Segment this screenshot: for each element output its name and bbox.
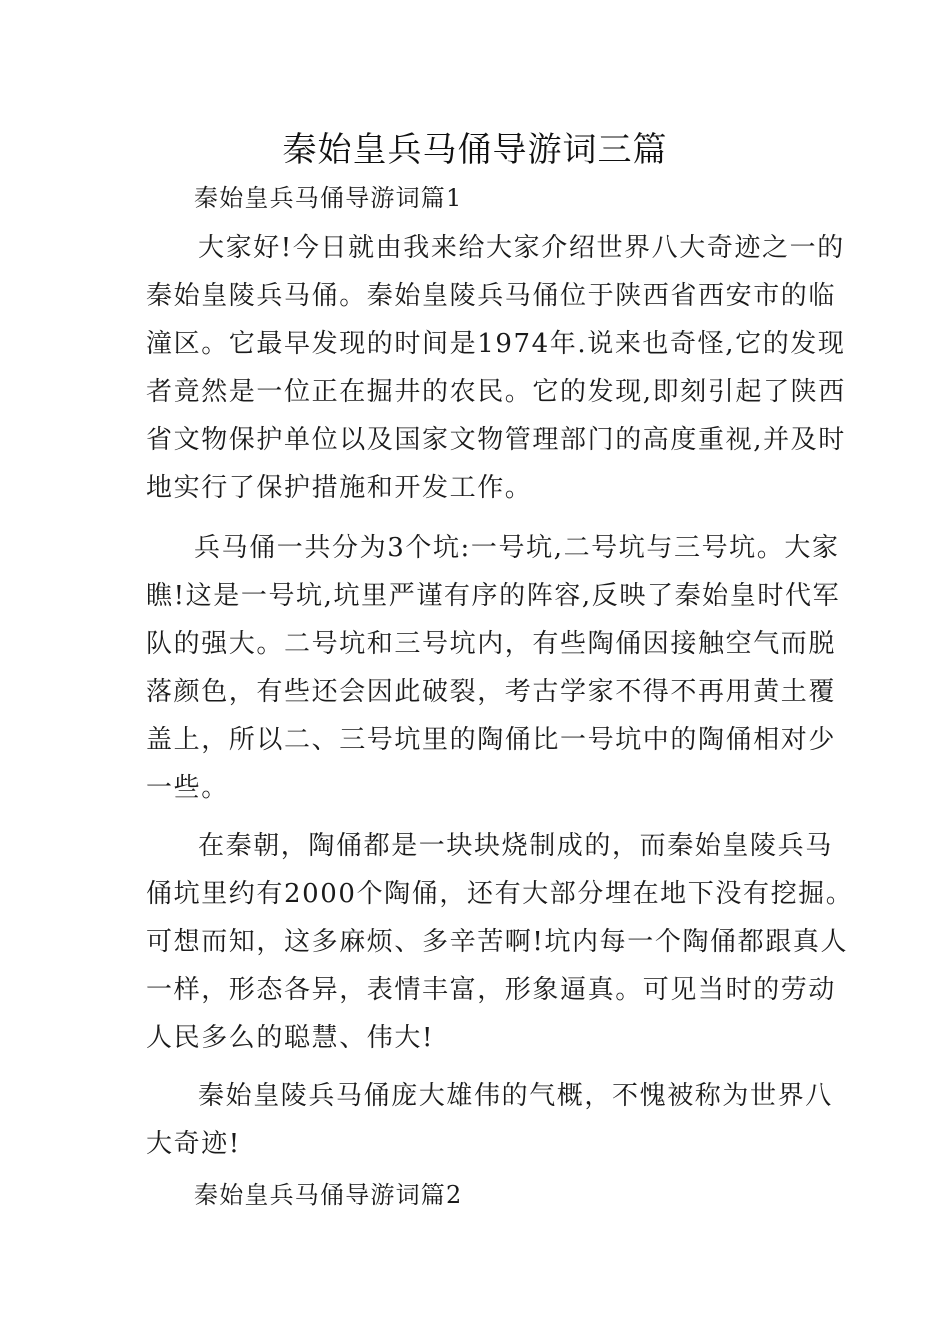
document-title: 秦始皇兵马俑导游词三篇 — [282, 130, 668, 170]
paragraph-line: 兵马俑一共分为3个坑:一号坑,二号坑与三号坑。大家 — [194, 533, 840, 563]
paragraph-line: 地实行了保护措施和开发工作。 — [146, 473, 533, 503]
paragraph-line: 瞧!这是一号坑,坑里严谨有序的阵容,反映了秦始皇时代军 — [146, 581, 841, 611]
paragraph-line: 人民多么的聪慧、伟大! — [146, 1023, 435, 1053]
paragraph-line: 秦始皇陵兵马俑庞大雄伟的气概，不愧被称为世界八 — [198, 1081, 833, 1111]
paragraph-line: 盖上，所以二、三号坑里的陶俑比一号坑中的陶俑相对少 — [146, 725, 837, 755]
paragraph-line: 者竟然是一位正在掘井的农民。它的发现,即刻引起了陕西 — [146, 377, 846, 407]
paragraph-4 — [146, 1072, 833, 1168]
paragraph-1 — [146, 224, 846, 512]
paragraph-line: 队的强大。二号坑和三号坑内，有些陶俑因接触空气而脱 — [146, 629, 837, 659]
paragraph-line: 可想而知，这多麻烦、多辛苦啊!坑内每一个陶俑都跟真人 — [146, 927, 849, 957]
paragraph-line: 大家好!今日就由我来给大家介绍世界八大奇迹之一的 — [198, 233, 845, 263]
paragraph-2 — [146, 524, 841, 812]
paragraph-line: 俑坑里约有2000个陶俑，还有大部分埋在地下没有挖掘。 — [146, 879, 854, 909]
paragraph-3 — [146, 822, 854, 1062]
paragraph-line: 秦始皇陵兵马俑。秦始皇陵兵马俑位于陕西省西安市的临 — [146, 281, 837, 311]
section-heading-2: 秦始皇兵马俑导游词篇2 — [194, 1181, 463, 1209]
paragraph-line: 一些。 — [146, 773, 229, 803]
paragraph-line: 落颜色，有些还会因此破裂，考古学家不得不再用黄土覆 — [146, 677, 837, 707]
paragraph-line: 在秦朝，陶俑都是一块块烧制成的，而秦始皇陵兵马 — [198, 831, 833, 861]
paragraph-line: 潼区。它最早发现的时间是1974年.说来也奇怪,它的发现 — [146, 329, 846, 359]
paragraph-line: 一样，形态各异，表情丰富，形象逼真。可见当时的劳动 — [146, 975, 837, 1005]
paragraph-line: 大奇迹! — [146, 1129, 241, 1159]
section-heading-1: 秦始皇兵马俑导游词篇1 — [194, 184, 463, 212]
paragraph-line: 省文物保护单位以及国家文物管理部门的高度重视,并及时 — [146, 425, 846, 455]
